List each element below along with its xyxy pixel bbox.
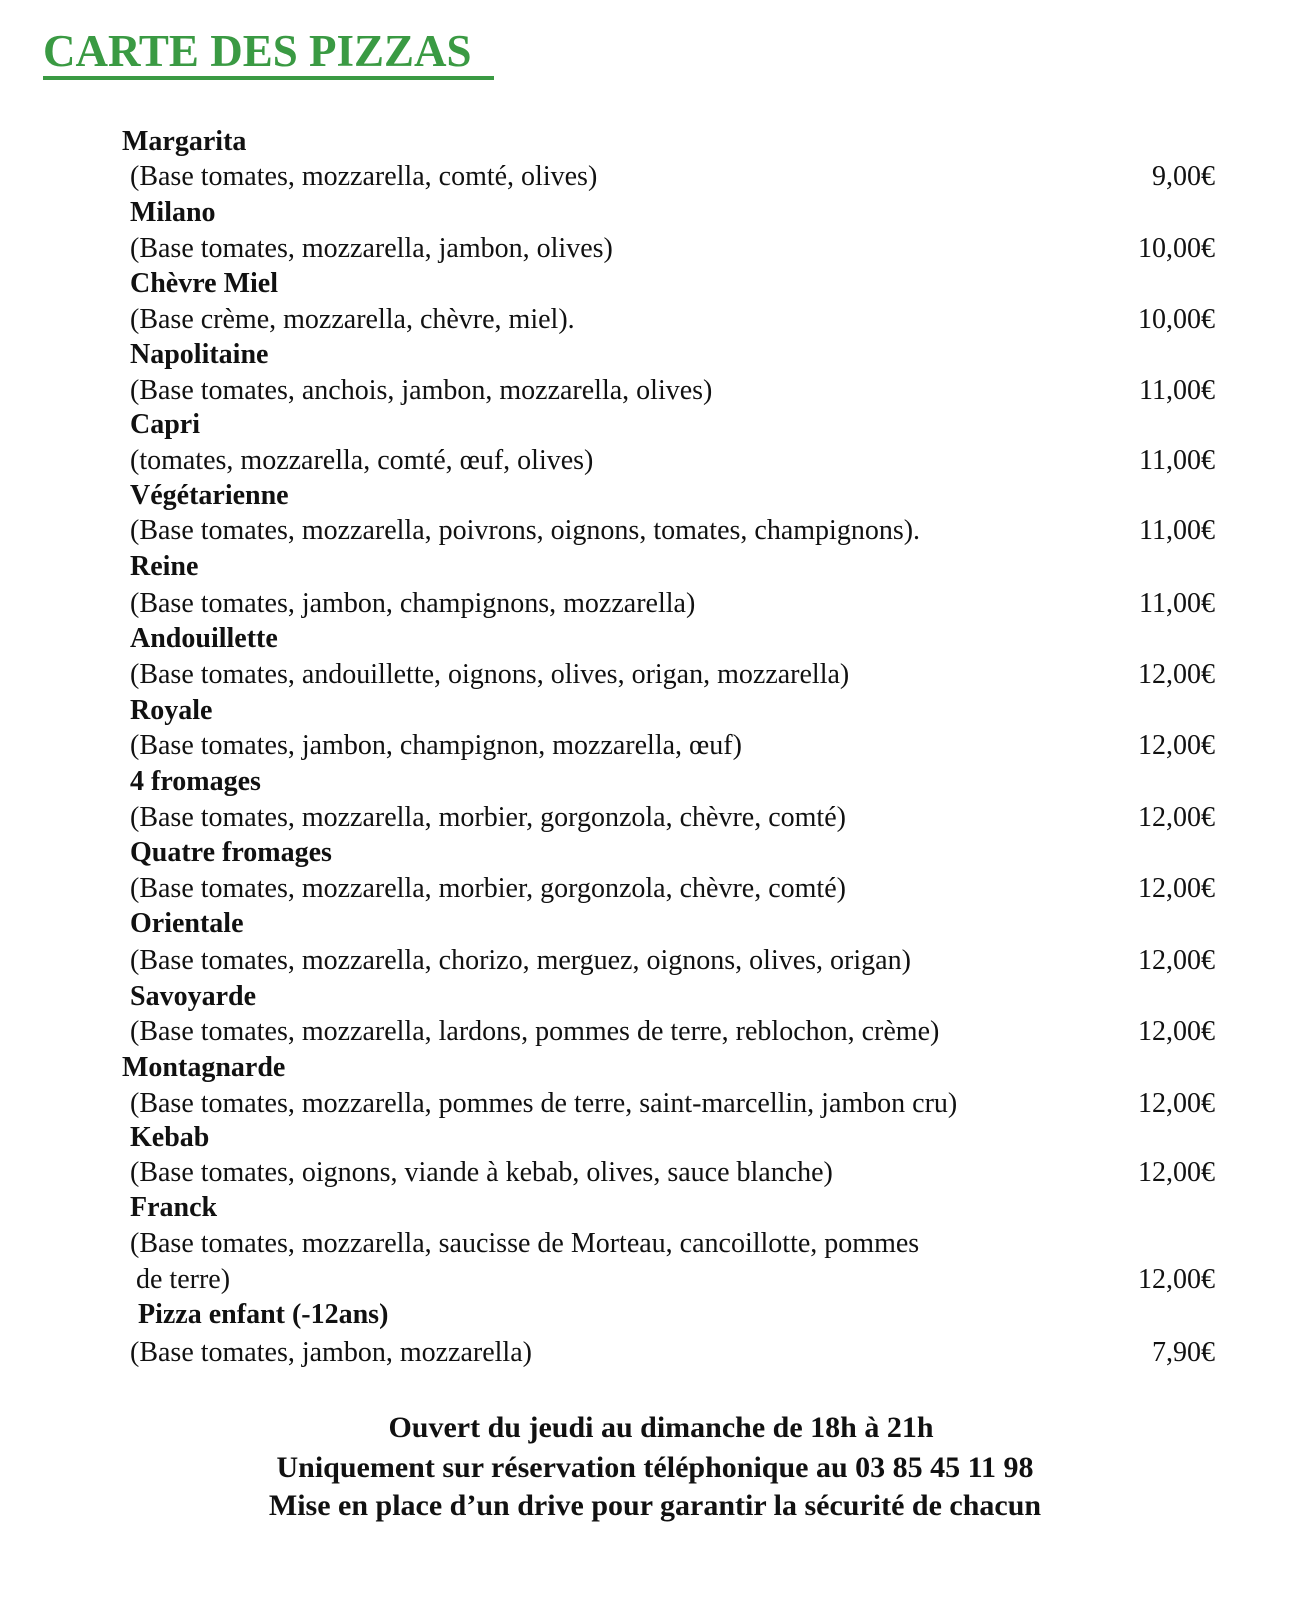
pizza-description: (Base tomates, oignons, viande à kebab, olives, sauce blanche) [130,1157,833,1188]
pizza-description: (Base tomates, mozzarella, comté, olives) [130,161,598,192]
pizza-description: (Base tomates, mozzarella, poivrons, oignons, tomates, champignons). [130,515,921,546]
pizza-price: 12,00€ [1138,873,1215,904]
drive-info: Mise en place d’un drive pour garantir la sécurité de chacun [268,1489,1042,1522]
pizza-price: 9,00€ [1152,161,1215,192]
pizza-description: (Base tomates, andouillette, oignons, olives, origan, mozzarella) [130,659,850,690]
pizza-name: Savoyarde [130,981,256,1012]
pizza-price: 11,00€ [1139,375,1215,406]
pizza-name: 4 fromages [130,766,261,797]
pizza-description: (Base tomates, mozzarella, pommes de terre, saint-marcellin, jambon cru) [130,1088,958,1119]
pizza-description: (Base crème, mozzarella, chèvre, miel). [130,304,575,335]
pizza-description: (Base tomates, jambon, champignons, mozzarella) [130,588,696,619]
pizza-name: Orientale [130,908,244,939]
pizza-description: (Base tomates, mozzarella, jambon, olives) [130,233,613,264]
pizza-price: 11,00€ [1139,588,1215,619]
pizza-description-continued: de terre) [136,1264,231,1295]
pizza-price: 12,00€ [1138,1264,1215,1295]
pizza-name: Andouillette [130,623,278,654]
pizza-price: 12,00€ [1138,1157,1215,1188]
reservation-info: Uniquement sur réservation téléphonique au 03 85 45 11 98 [276,1451,1034,1484]
pizza-name: Franck [130,1192,218,1223]
pizza-price: 12,00€ [1138,730,1215,761]
pizza-price: 11,00€ [1139,515,1215,546]
pizza-description: (Base tomates, mozzarella, morbier, gorgonzola, chèvre, comté) [130,802,846,833]
pizza-name: Margarita [122,126,247,157]
pizza-name: Pizza enfant (-12ans) [138,1299,389,1330]
pizza-name: Royale [130,695,213,726]
pizza-description: (Base tomates, mozzarella, saucisse de Morteau, cancoillotte, pommes [130,1228,920,1259]
pizza-name: Kebab [130,1122,210,1153]
pizza-description: (Base tomates, jambon, mozzarella) [130,1337,532,1368]
pizza-price: 12,00€ [1138,802,1215,833]
pizza-price: 12,00€ [1138,1088,1215,1119]
pizza-name: Capri [130,409,200,440]
pizza-name: Milano [130,197,216,228]
pizza-name: Chèvre Miel [130,268,278,299]
opening-hours: Ouvert du jeudi au dimanche de 18h à 21h [388,1411,934,1444]
pizza-description: (Base tomates, mozzarella, chorizo, merguez, oignons, olives, origan) [130,945,911,976]
pizza-price: 11,00€ [1139,445,1215,476]
pizza-price: 12,00€ [1138,945,1215,976]
pizza-name: Montagnarde [122,1052,286,1083]
pizza-description: (Base tomates, jambon, champignon, mozzarella, œuf) [130,730,742,761]
pizza-name: Quatre fromages [130,837,332,868]
pizza-price: 12,00€ [1138,659,1215,690]
pizza-description: (Base tomates, mozzarella, morbier, gorgonzola, chèvre, comté) [130,873,846,904]
pizza-price: 12,00€ [1138,1016,1215,1047]
pizza-description: (Base tomates, anchois, jambon, mozzarella, olives) [130,375,713,406]
pizza-description: (tomates, mozzarella, comté, œuf, olives) [130,445,594,476]
menu-title: CARTE DES PIZZAS [43,26,494,80]
pizza-price: 10,00€ [1138,233,1215,264]
pizza-price: 7,90€ [1152,1337,1215,1368]
pizza-name: Napolitaine [130,339,269,370]
pizza-name: Reine [130,551,199,582]
pizza-price: 10,00€ [1138,304,1215,335]
pizza-description: (Base tomates, mozzarella, lardons, pommes de terre, reblochon, crème) [130,1016,940,1047]
pizza-name: Végétarienne [130,480,289,511]
